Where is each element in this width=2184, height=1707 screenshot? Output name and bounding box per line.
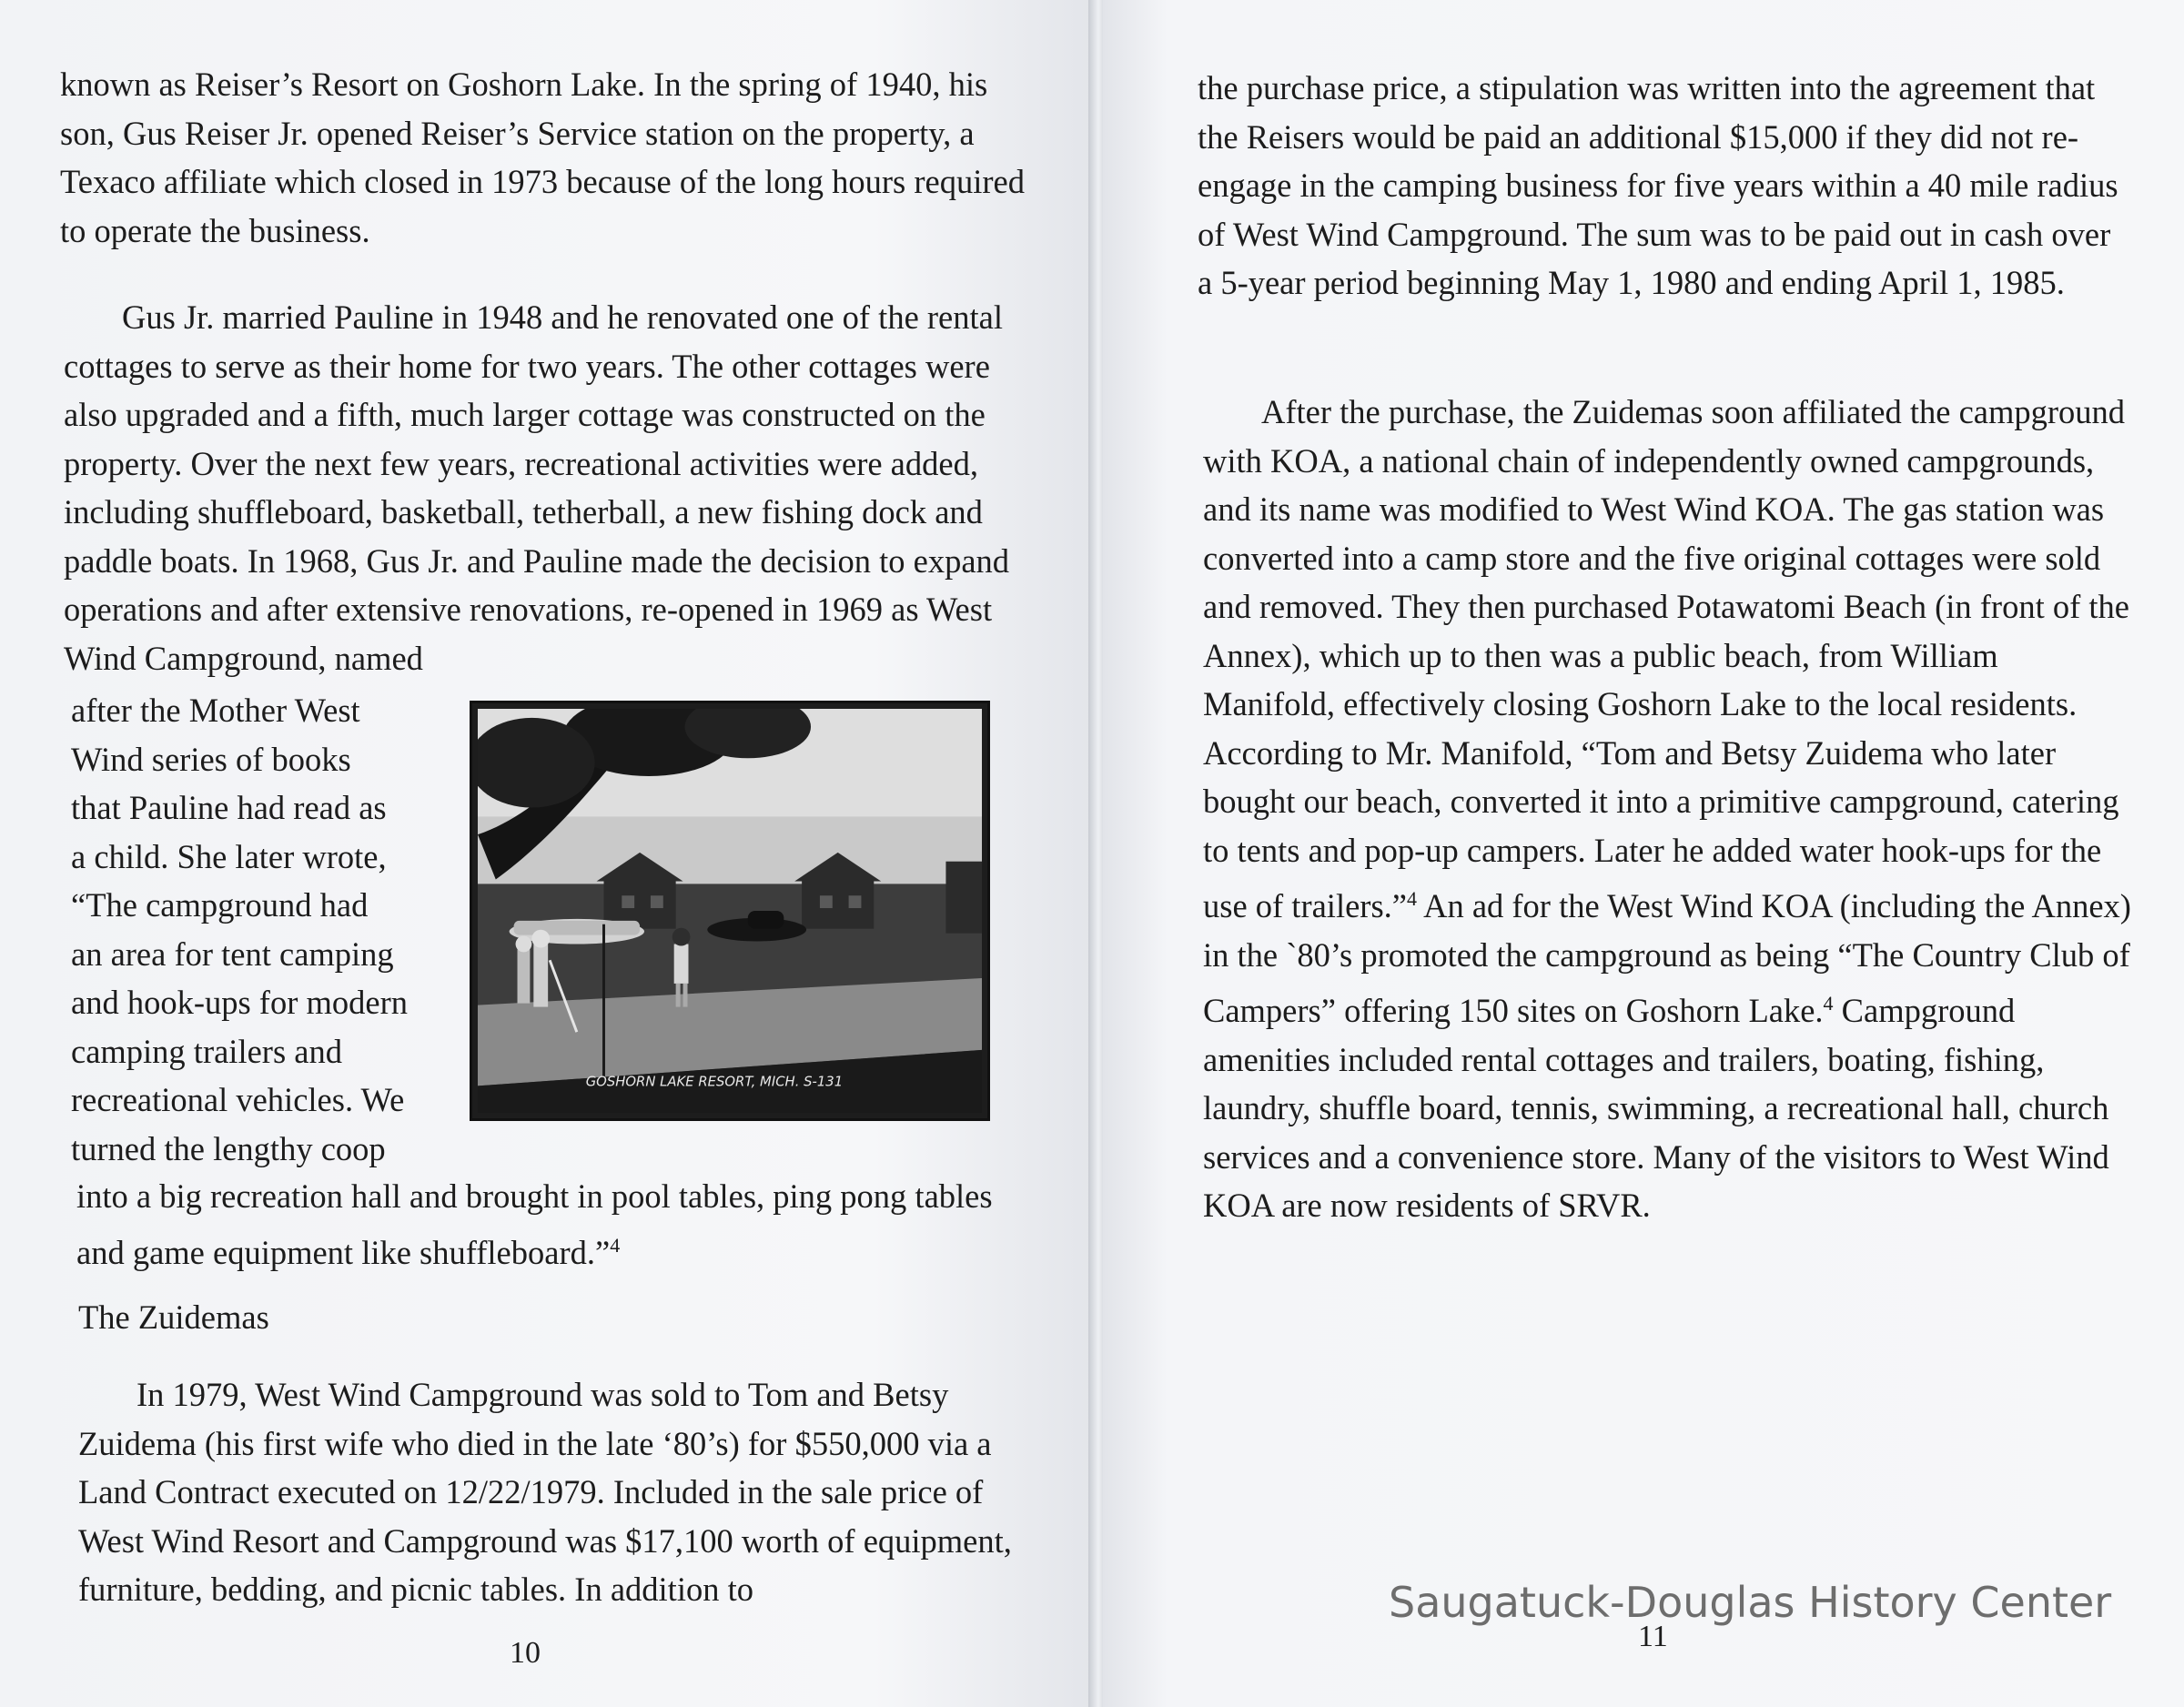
right-paragraph-2-text [1203,388,2131,1230]
wrap-line: turned the lengthy coop [71,1129,386,1167]
wrap-line: recreational vehicles. We [71,1081,405,1118]
left-paragraph-2-text: Gus Jr. married Pauline in 1948 and he renovated one of the rental cottages to serve as their home for two years. The other cottages were also upgraded and a fifth, much larger cottage was constructed on the property. Over the next few years, recreational activities were added, including shuffleboard, basketball, tetherball, a new fishing dock and paddle boats. In 1968, Gus Jr. and Pauline made the decision to expand operations and after extensive renovations, re-opened in 1969 as West Wind Campground, named [64,298,1010,677]
wrap-line: an area for tent camping [71,934,394,973]
history-center-watermark: Saugatuck-Douglas History Center [1389,1578,2112,1627]
right-paragraph-2 [1203,388,2131,1230]
left-paragraph-3 [76,1172,1023,1277]
wrap-line: camping trailers and [71,1032,342,1070]
resort-photograph [470,701,990,1121]
left-wrap-text [71,686,462,1173]
wrap-line: that Pauline had read as [71,789,387,826]
page-number-right: 11 [1638,1620,1668,1653]
wrap-line: a child. She later wrote, [71,837,387,875]
left-paragraph-4 [78,1370,1025,1614]
left-paragraph-3-body: into a big recreation hall and brought in pool tables, ping pong tables and game equipment like shuffleboard.” [76,1177,993,1271]
left-paragraph-1 [60,60,1025,255]
right-paragraph-2-part-b: An ad for the West Wind KOA (including the Annex) in the `80’s promoted the campground as being “The Country Club of Campers” offering 150 sites on Goshorn Lake. [1203,887,2131,1030]
left-paragraph-3-text [76,1172,1023,1277]
wrap-line: “The campground had [71,886,369,924]
right-paragraph-2-part-c: Campground amenities included rental cottages and trailers, boating, fishing, laundry, shuffle board, tennis, swimming, a recreational hall, church services and a convenience store. Many of the visitors to West Wind KOA are now residents of SRVR. [1203,992,2109,1225]
photo-caption: GOSHORN LAKE RESORT, MICH. S-131 [585,1074,844,1090]
wrap-line: Wind series of books [71,740,351,778]
wrap-line: and hook-ups for modern [71,984,408,1021]
section-heading-zuidemas: The Zuidemas [78,1298,269,1336]
left-paragraph-1-text: known as Reiser’s Resort on Goshorn Lake. In the spring of 1940, his son, Gus Reiser Jr. opened Reiser’s Service station on the property, a Texaco affiliate which closed in 1973 because of the long hours required to operate the business. [60,66,1025,249]
right-paragraph-1 [1198,64,2126,308]
footnote-marker: 4 [1406,887,1417,910]
page-number-left: 10 [510,1636,541,1670]
wrap-line: after the Mother West [71,692,360,729]
right-paragraph-2-part-a: After the purchase, the Zuidemas soon affiliated the campground with KOA, a national chain of independently owned campgrounds, and its name was modified to West Wind KOA. The gas station was converted into a camp store and the five original cottages were sold and removed. They then purchased Potawatomi Beach (in front of the Annex), which up to then was a public beach, from William Manifold, effectively closing Goshorn Lake to the local residents. According to Mr. Manifold, “Tom and Betsy Zuidema who later bought our beach, converted it into a primitive campground, catering to tents and pop-up campers. Later he added water hook-ups for the use of trailers.” [1203,393,2129,925]
resort-photo-image [478,709,982,1113]
left-paragraph-4-text: In 1979, West Wind Campground was sold to Tom and Betsy Zuidema (his first wife who died in the late ‘80’s) for $550,000 via a Land Contract executed on 12/22/1979. Included in the sale price of West Wind Resort and Campground was $17,100 worth of equipment, furniture, bedding, and picnic tables. In addition to [78,1376,1012,1608]
left-paragraph-2 [64,293,1028,682]
right-paragraph-1-text: the purchase price, a stipulation was written into the agreement that the Reisers would be paid an additional $15,000 if they did not re-engage in the camping business for five years within a 40 mile radius of West Wind Campground. The sum was to be paid out in cash over a 5-year period beginning May 1, 1980 and ending April 1, 1985. [1198,69,2118,301]
footnote-marker: 4 [610,1233,621,1257]
footnote-marker: 4 [1823,992,1834,1015]
